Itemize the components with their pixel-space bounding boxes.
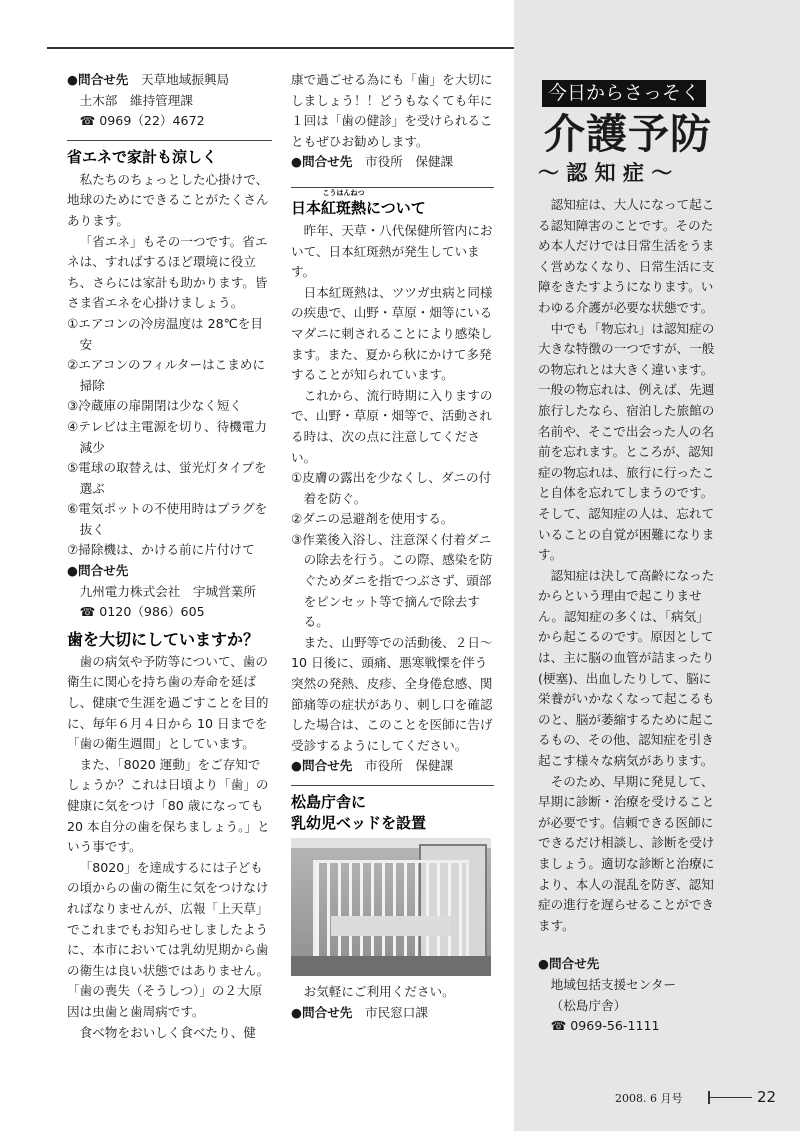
paragraph: 日本紅斑熱は、ツツガ虫病と同様の疾患で、山野・草原・畑等にいるマダニに刺されることにより感染します。また、夏から秋にかけて多発することが知られています。 (291, 284, 493, 383)
page-number: 22 (757, 1088, 777, 1106)
title-part: 日本 (291, 198, 322, 217)
paragraph: 康で過ごせる為にも「歯」を大切にしましょう！！どうもなくても年に１回は「歯の健診」を受けられることもぜひお勧めします。 (291, 72, 493, 149)
article-title: 松島庁舎に (291, 793, 367, 811)
feature-title: 介護予防 (544, 110, 712, 158)
paragraph: そのため、早期に発見して、早期に診断・治療を受けることが必要です。信頼できる医師にできるだけ相談し、診断を受けましょう。適切な診断と治療により、本人の混乱を防ぎ、認知症の進行を遅らせることができます。 (538, 773, 715, 933)
inquiry-org: 九州電力株式会社 宇城営業所 (79, 583, 256, 599)
inquiry-tel: ☎ 0969-56-1111 (550, 1018, 660, 1034)
ruby-reading: こうはんねつ (322, 188, 365, 197)
title-part: 紅斑熱 (321, 198, 367, 217)
inquiry-tel: ☎ 0120（986）605 (79, 604, 205, 620)
paragraph: また、「8020 運動」をご存知でしょうか？これは日頃より「歯」の健康に気をつけ「80 歳になっても 20 本自分の歯を保ちましょう。」という事です。 (67, 756, 270, 855)
inquiry-dept: 土木部 維持管理課 (79, 92, 193, 108)
list-item: ⑦掃除機は、かける前に片付けて (67, 542, 255, 558)
ruby-word (321, 188, 367, 219)
column-3 (538, 80, 718, 1037)
inquiry-label: ●問合せ先 (291, 758, 353, 774)
inquiry-label: ●問合せ先 (538, 956, 600, 972)
paragraph: 私たちのちょっとした心掛けで、地球のためにできることがたくさんあります。 (67, 171, 269, 228)
inquiry-branch: （松島庁舎） (550, 997, 627, 1013)
issue-date: 2008. 6 月号 (615, 1092, 683, 1105)
inquiry-org: 市役所 保健課 (364, 758, 454, 774)
column-1 (67, 70, 272, 1043)
title-part: について (366, 198, 426, 217)
paragraph: 「歯の喪失（そうしつ）」の２大原因は虫歯と歯周病です。 (67, 983, 263, 1019)
paragraph: 食べ物をおいしく食べたり、健 (79, 1024, 256, 1040)
feature-subtitle: 今日からさっそく (542, 80, 706, 107)
list-item: ⑤電球の取替えは、蛍光灯タイプを選ぶ (67, 460, 267, 496)
inquiry-org: 地域包括支援センター (550, 976, 677, 992)
article-energy (67, 147, 272, 623)
inquiry-block-road (67, 70, 272, 132)
inquiry-org: 天草地域振興局 (140, 72, 230, 87)
section-divider (291, 187, 494, 188)
list-item: ④テレビは主電源を切り、待機電力減少 (67, 418, 267, 455)
list-item: ②ダニの忌避剤を使用する。 (291, 511, 454, 527)
article-teeth (67, 629, 272, 1043)
inquiry-label: ●問合せ先 (291, 1004, 353, 1020)
crib-photo (291, 838, 491, 976)
list-item: ①皮膚の露出を少なくし、ダニの付着を防ぐ。 (291, 470, 492, 506)
list-item: ⑥電気ポットの不使用時はプラグを抜く (67, 501, 268, 537)
paragraph: 「省エネ」もその一つです。省エネは、すればするほど環境に役立ち、さらには家計も助かります。皆さま省エネを心掛けましょう。 (67, 233, 268, 311)
article-tick-fever (291, 188, 494, 777)
paragraph: また、山野等での活動後、２日～ 10 日後に、頭痛、悪寒戦慄を伴う突然の発熱、皮疹、全身倦怠感、関節痛等の症状があり、刺し口を確認した場合は、このことを医師に告げ受診するようにしてください。 (291, 634, 493, 753)
paragraph: 歯の病気や予防等について、歯の衛生に関心を持ち歯の寿命を延ばし、健康で生涯を過ごすことを目的に、毎年６月４日から 10 日までを「歯の衛生週間」としています。 (67, 653, 269, 752)
list-item: ③冷蔵庫の扉開閉は少なく短く (67, 398, 243, 414)
article-title (291, 188, 494, 219)
list-item: ②エアコンのフィルターはこまめに掃除 (67, 357, 266, 393)
header-rule (47, 47, 514, 49)
inquiry-tel: ☎ 0969（22）4672 (79, 113, 205, 129)
footer-rule (710, 1097, 752, 1098)
article-title: 歯を大切にしていますか？ (67, 629, 260, 649)
paragraph: 認知症は決して高齢になったからという理由で起こりません。認知症の多くは、「病気」から起こるのです。原因としては、主に脳の血管が詰まったり(梗塞)、出血したりして、脳に栄養がいかなくなって起こるものと、脳が萎縮するために起こるもの、その他、認知症を引き起こす様々な病気があります。 (538, 567, 715, 769)
photo-caption: お気軽にご利用ください。 (303, 984, 455, 999)
inquiry-label: ●問合せ先 (67, 72, 129, 87)
inquiry-label: ●問合せ先 (67, 563, 129, 579)
paragraph: 中でも「物忘れ」は認知症の大きな特徴の一つですが、一般の物忘れとは大きく違います。一般の物忘れは、例えば、先週旅行したなら、宿泊した旅館の名前や、そこで出会った人の名前を忘れます。ところが、認知症の物忘れは、旅行に行ったこと自体を忘れてしまうのです。そして、認知症の人は、忘れていることの自覚が困難になります。 (538, 320, 715, 563)
article-title: 省エネで家計も涼しく (67, 147, 218, 166)
column-2 (291, 70, 494, 1023)
paragraph: これから、流行時期に入りますので、山野・草原・畑等で、活動される時は、次の点に注意してください。 (291, 387, 493, 465)
paragraph: 認知症は、大人になって起こる認知障害のことです。そのため本人だけでは日常生活をうまく営めなくなり、日常生活に支障をきたすようになります。いわゆる介護が必要な状態です。 (538, 197, 715, 315)
article-crib (291, 792, 494, 1023)
article-title: 乳幼児ベッドを設置 (291, 814, 427, 832)
section-divider (291, 785, 494, 786)
list-item: ①エアコンの冷房温度は 28℃を目安 (67, 315, 263, 352)
inquiry-org: 市民窓口課 (364, 1004, 428, 1020)
feature-theme: ～ 認 知 症 ～ (538, 161, 673, 185)
inquiry-label: ●問合せ先 (291, 154, 353, 170)
inquiry-org: 市役所 保健課 (364, 154, 454, 170)
paragraph: 「8020」を達成するには子どもの頃からの歯の衛生に気をつけなければなりませんが、広報「上天草」でこれまでもお知らせしましたように、本市においては乳幼児期から歯の衛生は良い状態ではありません。 (67, 859, 270, 978)
list-item: ③作業後入浴し、注意深く付着ダニの除去を行う。この際、感染を防ぐためダニを指でつぶさず、頭部をピンセット等で摘んで除去する。 (291, 531, 493, 630)
paragraph: 昨年、天草・八代保健所管内において、日本紅斑熱が発生しています。 (291, 222, 493, 280)
section-divider (67, 140, 272, 141)
